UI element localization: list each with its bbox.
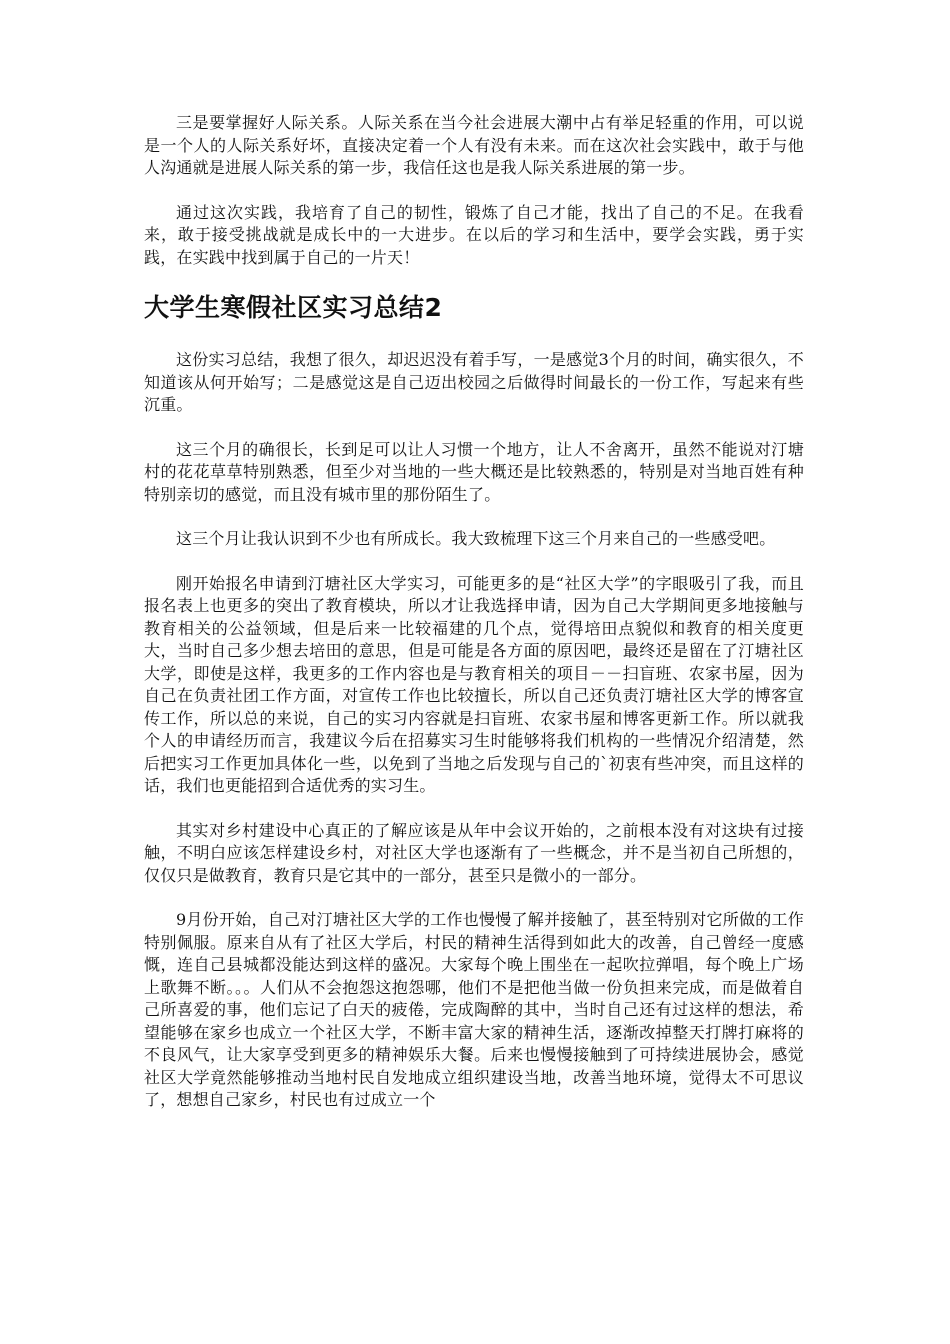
paragraph: 通过这次实践，我培育了自己的韧性，锻炼了自己才能，找出了自己的不足。在我看来，敢于接受挑战就是成长中的一大进步。在以后的学习和生活中，要学会实践，勇于实践，在实践中找到属于自己的一片天！ <box>144 202 804 267</box>
paragraph: 这份实习总结，我想了很久，却迟迟没有着手写，一是感觉3个月的时间，确实很久，不知道该从何开始写；二是感觉这是自己迈出校园之后做得时间最长的一份工作，写起来有些沉重。 <box>144 350 804 414</box>
paragraph: 刚开始报名申请到汀塘社区大学实习，可能更多的是“社区大学”的字眼吸引了我，而且报名表上也更多的突出了教育模块，所以才让我选择申请，因为自己大学期间更多地接触与教育相关的公益领域，但是后来一比较福建的几个点，觉得培田点貌似和教育的相关度更大，当时自己多少想去培田的意思，但是可能是各方面的原因吧，最终还是留在了汀塘社区大学，即使是这样，我更多的工作内容也是与教育相关的项目－－扫盲班、农家书屋，因为自己在负责社团工作方面，对宣传工作也比较擅长，所以自己还负责汀塘社区大学的博客宣传工作，所以总的来说，自己的实习内容就是扫盲班、农家书屋和博客更新工作。所以就我个人的申请经历而言，我建议今后在招募实习生时能够将我们机构的一些情况介绍清楚，然后把实习工作更加具体化一些，以免到了当地之后发现与自己的`初衷有些冲突，而且这样的话，我们也更能招到合适优秀的实习生。 <box>144 573 804 795</box>
document-body <box>144 112 804 1134</box>
paragraph: 这三个月的确很长，长到足可以让人习惯一个地方，让人不舍离开，虽然不能说对汀塘村的花花草草特别熟悉，但至少对当地的一些大概还是比较熟悉的，特别是对当地百姓有种特别亲切的感觉，而且没有城市里的那份陌生了。 <box>144 439 804 504</box>
paragraph: 三是要掌握好人际关系。人际关系在当今社会进展大潮中占有举足轻重的作用，可以说是一个人的人际关系好坏，直接决定着一个人有没有未来。而在这次社会实践中，敢于与他人沟通就是进展人际关系的第一步，我信任这也是我人际关系进展的第一步。 <box>144 113 804 177</box>
paragraph: 这三个月让我认识到不少也有所成长。我大致梳理下这三个月来自己的一些感受吧。 <box>176 529 776 548</box>
paragraph: 其实对乡村建设中心真正的了解应该是从年中会议开始的，之前根本没有对这块有过接触，不明白应该怎样建设乡村，对社区大学也逐渐有了一些概念，并不是当初自己所想的，仅仅只是做教育，教育只是它其中的一部分，甚至只是微小的一部分。 <box>144 820 804 885</box>
section-heading: 大学生寒假社区实习总结2 <box>144 293 443 322</box>
paragraph: 9月份开始，自己对汀塘社区大学的工作也慢慢了解并接触了，甚至特别对它所做的工作特别佩服。原来自从有了社区大学后，村民的精神生活得到如此大的改善，自己曾经一度感慨，连自己县城都没能达到这样的盛况。大家每个晚上围坐在一起吹拉弹唱，每个晚上广场上歌舞不断。。。人们从不会抱怨这抱怨哪，他们不是把他当做一份负担来完成，而是做着自己所喜爱的事，他们忘记了白天的疲倦，完成陶醉的其中，当时自己还有过这样的想法，希望能够在家乡也成立一个社区大学，不断丰富大家的精神生活，逐渐改掉整天打牌打麻将的不良风气，让大家享受到更多的精神娱乐大餐。后来也慢慢接触到了可持续进展协会，感觉社区大学竟然能够推动当地村民自发地成立组织建设当地，改善当地环境，觉得太不可思议了，想想自己家乡，村民也有过成立一个 <box>144 910 804 1109</box>
